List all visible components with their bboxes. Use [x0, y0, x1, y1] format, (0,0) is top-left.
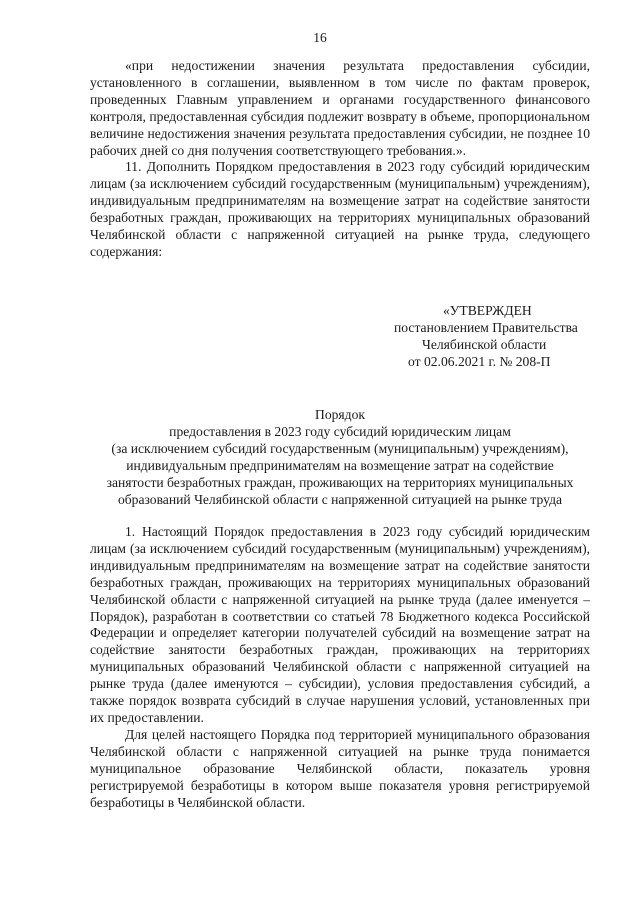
procedure-title-line-3: индивидуальным предпринимателям на возмещение затрат на содействие [126, 458, 554, 473]
procedure-title-line-2: (за исключением субсидий государственным (муниципальным) учреждениям), [111, 441, 569, 456]
approval-line-region: Челябинской области [422, 337, 547, 352]
procedure-title [80, 406, 600, 508]
definition-paragraph: Для целей настоящего Порядка под территорией муниципального образования Челябинской области с напряженной ситуацией на рынке труда понимается муниципальное образование Челябинской области, показатель уровня регистрируемой безработицы в котором выше показателя уровня регистрируемой безработицы в Челябинской области. [90, 726, 590, 810]
page-number: 16 [313, 30, 327, 45]
procedure-title-line-1: предоставления в 2023 году субсидий юридическим лицам [169, 424, 511, 439]
approval-line-resolution: постановлением Правительства [394, 320, 578, 335]
approval-line-approved: «УТВЕРЖДЕН [443, 303, 532, 318]
procedure-heading: Порядок [315, 407, 365, 422]
procedure-title-line-4: занятости безработных граждан, проживающих на территориях муниципальных [106, 475, 574, 490]
procedure-title-line-5: образований Челябинской области с напряженной ситуацией на рынке труда [117, 492, 563, 507]
item-11-paragraph: 11. Дополнить Порядком предоставления в 2023 году субсидий юридическим лицам (за исключением субсидий государственным (муниципальным) учреждениям), индивидуальным предпринимателям на возмещение затрат на содействие занятости безработных граждан, проживающих на территориях муниципальных образований Челябинской области с напряженной ситуацией на рынке труда, следующего содержания: [90, 159, 590, 259]
approval-stamp [380, 302, 590, 370]
procedure-body [90, 524, 590, 811]
intro-block [90, 58, 590, 261]
approval-line-date: от 02.06.2021 г. № 208-П [408, 354, 551, 369]
point-1-paragraph: 1. Настоящий Порядок предоставления в 2023 году субсидий юридическим лицам (за исключением субсидий государственным (муниципальным) учреждениям), индивидуальным предпринимателям на возмещение затрат на содействие занятости безработных граждан, проживающих на территориях муниципальных образований Челябинской области с напряженной ситуацией на рынке труда (далее именуется – Порядок), разработан в соответствии со статьей 78 Бюджетного кодекса Российской Федерации и определяет категории получателей субсидий на возмещение затрат на содействие занятости безработных граждан, проживающих на территориях муниципальных образований Челябинской области с напряженной ситуацией на рынке труда (далее именуются – субсидии), условия предоставления субсидий, а также порядок возврата субсидий в случае нарушения условий, установленных при их предоставлении. [90, 524, 590, 725]
intro-paragraph: «при недостижении значения результата предоставления субсидии, установленного в соглашении, выявленном в том числе по фактам проверок, проведенных Главным управлением и органами государственного финансового контроля, предоставленная субсидия подлежит возврату в объеме, пропорциональном величине недостижения значения результата предоставления субсидии, не позднее 10 рабочих дней со дня получения соответствующего требования.». [90, 58, 590, 158]
